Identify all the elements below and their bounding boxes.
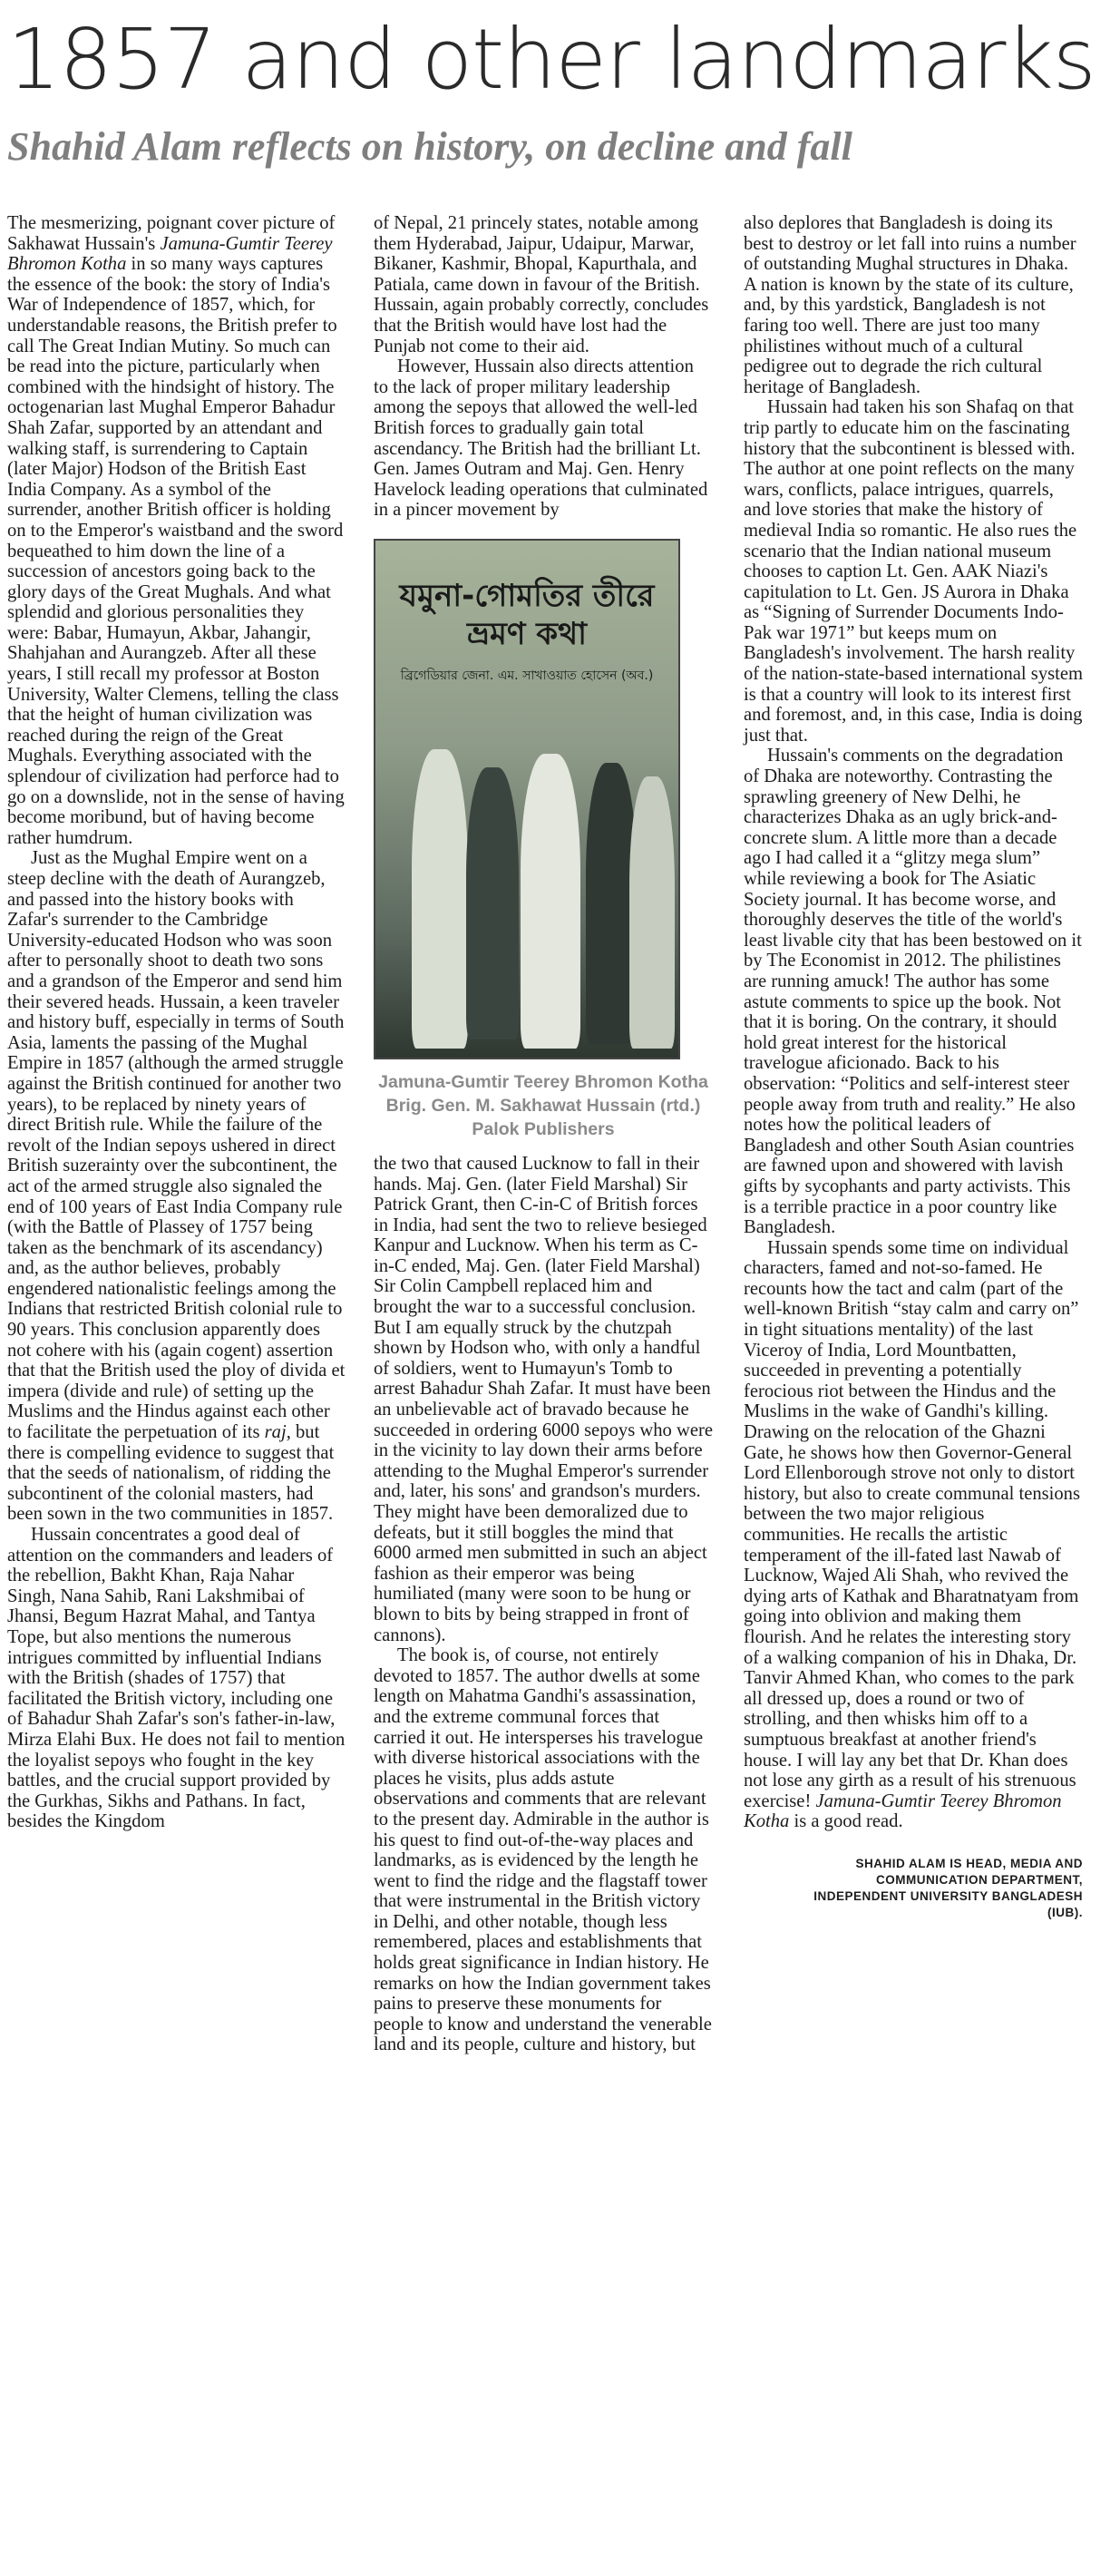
column-1: [7, 213, 346, 1832]
figure-silhouette: [466, 767, 519, 1039]
cover-title: যমুনা-গোমতির তীরে ভ্রমণ কথা: [399, 577, 655, 652]
headline: 1857 and other landmarks: [7, 11, 1096, 108]
column-2: [374, 213, 713, 2055]
cover-author: ব্রিগেডিয়ার জেনা. এম. সাখাওয়াত হোসেন (অব.): [400, 668, 654, 683]
deck-subtitle: Shahid Alam reflects on history, on decline and fall: [7, 124, 852, 169]
author-byline: SHAHID ALAM IS HEAD, MEDIA AND COMMUNICATION DEPARTMENT, INDEPENDENT UNIVERSITY BANGLADESH (IUB).: [813, 1856, 1083, 1919]
book-title-inline: Jamuna-Gumtir Teerey Bhromon Kotha: [7, 233, 333, 275]
paragraph: of Nepal, 21 princely states, notable among them Hyderabad, Jaipur, Udaipur, Marwar, Bikaner, Kashmir, Bhopal, Kapurthala, and Patiala, came down in favour of the British. Hussain, again probably correctly, concludes that the British would have lost had the Punjab not come to their aid.: [374, 213, 709, 356]
paragraph: The book is, of course, not entirely devoted to 1857. The author dwells at some length on Mahatma Gandhi's assassination, and the extreme communal forces that carried it out. He intersperses his travelogue with diverse historical associations with the places he visits, plus adds astute observations and comments that are relevant to the present day. Admirable in the author is his quest to find out-of-the-way places and landmarks, as is evidenced by the length he went to find the ridge and the flagstaff tower that were instrumental in the British victory in Delhi, and other notable, though less remembered, places and establishments that holds great significance in Indian history. He remarks on how the Indian government takes pains to preserve these monuments for people to know and understand the venerable land and its people, culture and history, but: [374, 1645, 712, 2055]
paragraph: Just as the Mughal Empire went on a steep decline with the death of Aurangzeb, and passed into the history books with Zafar's surrender to the Cambridge University-educated Hodson who was soon after to personally shoot to death two sons and a grandson of the Emperor and send him their severed heads. Hussain, a keen traveler and history buff, especially in terms of South Asia, laments the passing of the Mughal Empire in 1857 (although the armed struggle against the British continued for another two years), to be replaced by ninety years of direct British rule. While the failure of the revolt of the Indian sepoys ushered in direct British suzerainty over the subcontinent, the act of the armed struggle also signaled the end of 100 years of East India Company rule (with the Battle of Plassey of 1757 being taken as the benchmark of its ascendancy) and, as the author believes, probably engendered nationalistic feelings among the Indians that restricted British colonial rule to 90 years. This conclusion apparently does not cohere with his (again cogent) assertion that that the British used the ploy of divida et impera (divide and rule) of setting up the Muslims and the Hindus against each other to facilitate the perpetuation of its raj, but there is compelling evidence to suggest that that the seeds of nationalism, of ridding the subcontinent of the colonial masters, had been sown in the two communities in 1857.: [7, 848, 346, 1525]
paragraph: Hussain concentrates a good deal of attention on the commanders and leaders of the rebellion, Bakht Khan, Raja Nahar Singh, Nana Sahib, Rani Lakshmibai of Jhansi, Begum Hazrat Mahal, and Tantya Tope, but also mentions the numerous intrigues committed by influential Indians with the British (shades of 1757) that facilitated the British victory, including one of Bahadur Shah Zafar's son's father-in-law, Mirza Elahi Bux. He does not fail to mention the loyalist sepoys who fought in the key battles, and the crucial support provided by the Gurkhas, Sikhs and Pathans. In fact, besides the Kingdom: [7, 1525, 346, 1832]
book-title-inline: Jamuna-Gumtir Teerey Bhromon Kotha: [744, 1791, 1062, 1832]
paragraph: The mesmerizing, poignant cover picture of Sakhawat Hussain's Jamuna-Gumtir Teerey Bhromon Kotha in so many ways captures the essence of the book: the story of India's War of Independence of 1857, which, for understandable reasons, the British prefer to call The Great Indian Mutiny. So much can be read into the picture, particularly when combined with the hindsight of history. The octogenarian last Mughal Emperor Bahadur Shah Zafar, supported by an attendant and walking staff, is surrendering to Captain (later Major) Hodson of the British East India Company. As a symbol of the surrender, another British officer is holding on to the Emperor's waistband and the sword bequeathed to him down the line of a succession of ancestors going back to the glory days of the Great Mughals. And what splendid and glorious personalities they were: Babar, Humayun, Akbar, Jahangir, Shahjahan and Aurangzeb. After all these years, I still recall my professor at Boston University, Walter Clemens, telling the class that the height of human civilization was reached during the reign of the Great Mughals. Everything associated with the splendour of civilization had perforce had to go on a downslide, not in the sense of having become moribund, but of having become rather humdrum.: [7, 213, 345, 848]
paragraph: Hussain's comments on the degradation of Dhaka are noteworthy. Contrasting the sprawling greenery of New Delhi, he characterizes Dhaka as an ugly brick-and-concrete slum. A little more than a decade ago I had called it a “glitzy mega slum” while reviewing a book for The Asiatic Society journal. It has become worse, and thoroughly deserves the title of the world's least livable city that has been bestowed on it by The Economist in 2012. The philistines are running amuck! The author has some astute comments to spice up the book. Not that it is boring. On the contrary, it should hold great interest for the historical travelogue aficionado. Back to his observation: “Politics and self-interest steer people away from truth and reality.” He also notes how the political leaders of Bangladesh and other South Asian countries are fawned upon and showered with lavish gifts by sycophants and party activists. This is a terrible practice in a poor country like Bangladesh.: [744, 746, 1082, 1238]
paragraph: Hussain spends some time on individual characters, famed and not-so-famed. He recounts how the tact and calm (part of the well-known British “stay calm and carry on” in tight situations mentality) of the last Viceroy of India, Lord Mountbatten, succeeded in preventing a potentially ferocious riot between the Hindus and the Muslims in the wake of Gandhi's killing. Drawing on the relocation of the Ghazni Gate, he shows how then Governor-General Lord Ellenborough strove not only to distort history, but also to create communal tensions between the two major religious communities. He recalls the artistic temperament of the ill-fated last Nawab of Lucknow, Wajed Ali Shah, who revived the dying arts of Kathak and Bharatnatyam from going into oblivion and making them flourish. And he relates the interesting story of a walking companion of his in Dhaka, Dr. Tanvir Ahmed Khan, who comes to the park all dressed up, does a round or two of strolling, and then whisks him off to a sumptuous breakfast at another friend's house. I will lay any bet that Dr. Khan does not lose any girth as a result of his strenuous exercise! Jamuna-Gumtir Teerey Bhromon Kotha is a good read.: [744, 1237, 1080, 1832]
book-cover-image: [374, 539, 680, 1059]
column-3: [744, 213, 1083, 1921]
paragraph: the two that caused Lucknow to fall in their hands. Maj. Gen. (later Field Marshal) Sir Patrick Grant, then C-in-C of British forces in India, had sent the two to relieve besieged Kanpur and Lucknow. When his term as C-in-C ended, Maj. Gen. (later Field Marshal) Sir Colin Campbell replaced him and brought the war to a successful conclusion. But I am equally struck by the chutzpah shown by Hodson who, with only a handful of soldiers, went to Humayun's Tomb to arrest Bahadur Shah Zafar. It must have been an unbelievable act of bravado because he succeeded in ordering 6000 sepoys who were in the vicinity to lay down their arms before attending to the Mughal Emperor's surrender and, later, his sons' and grandson's murders. They might have been demoralized due to defeats, but it still boggles the mind that 6000 armed men submitted in such an abject fashion as their emperor was being humiliated (many were soon to be hung or blown to bits by being strapped in front of cannons).: [374, 1153, 714, 1645]
italic-word: raj: [264, 1422, 287, 1443]
paragraph: also deplores that Bangladesh is doing its best to destroy or let fall into ruins a number of outstanding Mughal structures in Dhaka. A nation is known by the state of its culture, and, by this yardstick, Bangladesh is not faring too well. There are just too many philistines without much of a cultural pedigree out to degrade the rich cultural heritage of Bangladesh.: [744, 213, 1076, 397]
figure-silhouette: [629, 776, 675, 1049]
figure-silhouette: [412, 749, 468, 1049]
image-caption: Jamuna-Gumtir Teerey Bhromon Kotha Brig. Gen. M. Sakhawat Hussain (rtd.) Palok Publishers: [378, 1071, 708, 1139]
paragraph: However, Hussain also directs attention to the lack of proper military leadership among the sepoys that allowed the well-led British forces to gradually gain total ascendancy. The British had the brilliant Lt. Gen. James Outram and Maj. Gen. Henry Havelock leading operations that culminated in a pincer movement by: [374, 356, 708, 521]
paragraph: Hussain had taken his son Shafaq on that trip partly to educate him on the fascinating history that the subcontinent is blessed with. The author at one point reflects on the many wars, conflicts, palace intrigues, quarrels, and love stories that make the history of medieval India so romantic. He also rues the scenario that the Indian national museum chooses to caption Lt. Gen. AAK Niazi's capitulation to Lt. Gen. JS Aurora in Dhaka as “Signing of Surrender Documents Indo-Pak war 1971” but keeps mum on Bangladesh's involvement. The harsh reality of the nation-state-based international system is that a country will look to its interest first and foremost, and, in this case, India is doing just that.: [744, 397, 1084, 746]
figure-silhouette: [521, 754, 580, 1049]
